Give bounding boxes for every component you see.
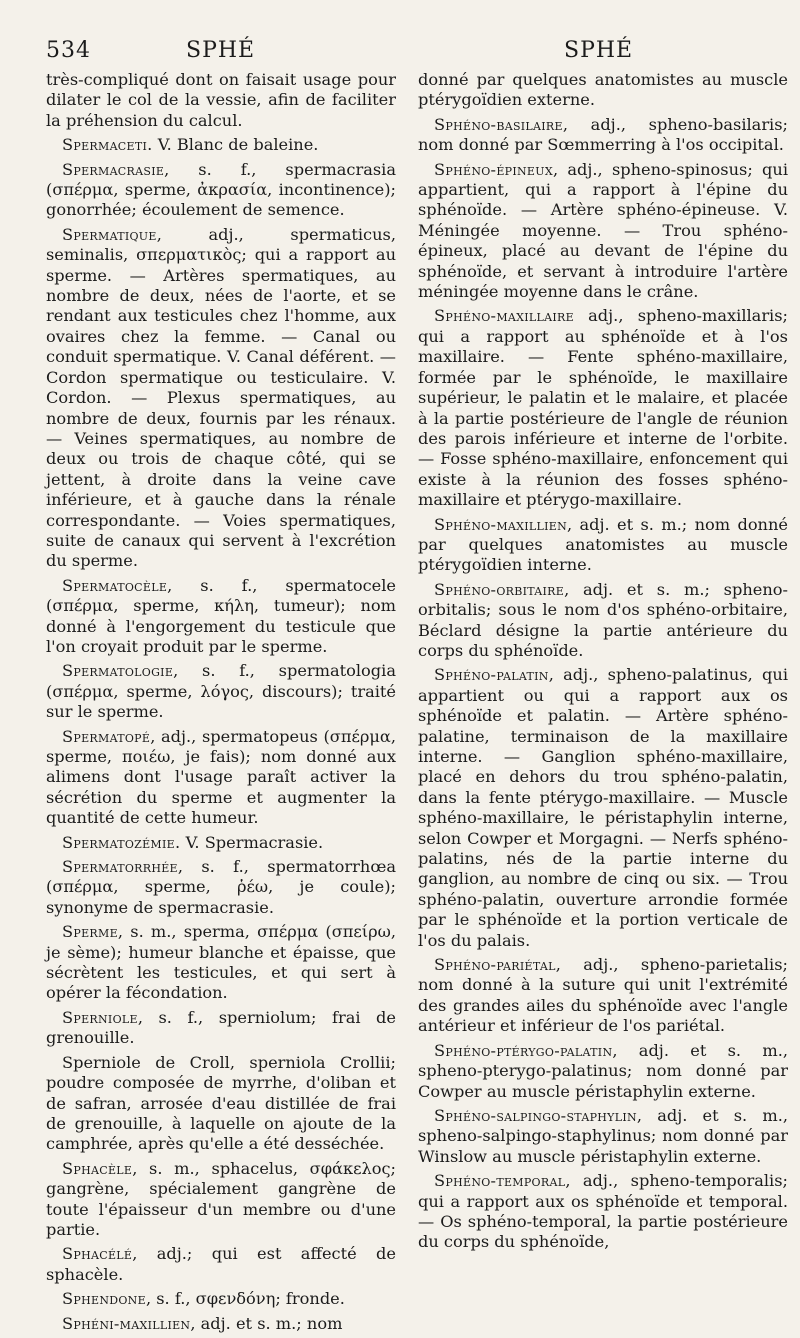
entry-text: , s. f., sperniolum; frai de grenouille. — [46, 1007, 396, 1048]
left-column — [46, 70, 396, 1338]
entry-text: , adj., spermaticus, seminalis, σπερματικὸς; qui a rapport au sperme. — Artères spermatiques, au nombre de deux, nées de l'aorte, et se rendant aux testicules chez l'homme, aux ovaires chez la femme. — Canal ou conduit spermatique. V. Canal déférent. — Cordon spermatique ou testiculaire. V. Cordon. — Plexus spermatiques, au nombre de deux, fournis par les rénaux. — Veines spermatiques, au nombre de deux ou trois de chaque côté, qui se jettent, à droite dans la veine cave inférieure, et à gauche dans la rénale correspondante. — Voies spermatiques, suite de canaux qui servent à l'excrétion du sperme. — [46, 224, 396, 571]
entry-headword: Sperme — [62, 922, 118, 942]
entry-headword: Sphéno-pariétal — [434, 955, 556, 975]
dictionary-entry — [46, 833, 396, 853]
dictionary-entry — [46, 857, 396, 918]
right-column — [418, 70, 788, 1257]
dictionary-entry — [46, 1053, 396, 1155]
dictionary-entry — [418, 955, 788, 1037]
entry-text: , adj. et s. m.; nom — [190, 1313, 343, 1333]
entry-text: , adj. et s. m.; nom donné par quelques anatomistes au muscle ptérygoïdien interne. — [418, 514, 788, 575]
entry-text: , s. f., spermacrasia (σπέρμα, sperme, ἀκρασία, incontinence); gonorrhée; écoulement de semence. — [46, 159, 396, 220]
entry-headword: Sphéno-salpingo-staphylin — [434, 1105, 637, 1125]
entry-text: , s. m., sphacelus, σφάκελος; gangrène, spécialement gangrène de toute l'épaisseur d'un membre ou d'une partie. — [46, 1158, 396, 1239]
entry-text: donné par quelques anatomistes au muscle ptérygoïdien externe. — [418, 70, 788, 110]
entry-headword: Sphéno-temporal — [434, 1171, 566, 1191]
entry-text: , adj., spheno-palatinus, qui appartient ou qui a rapport aux os sphénoïde et palatin. — Artère sphéno-palatine, terminaison de la maxillaire interne. — Ganglion sphéno-maxillaire, placé en dehors du trou sphéno-palatin, dans la fente ptérygo-maxillaire. — Muscle sphéno-maxillaire, le péristaphylin interne, selon Cowper et Morgagni. — Nerfs sphéno-palatins, nés de la partie interne du ganglion, au nombre de cinq ou six. — Trou sphéno-palatin, ouverture arrondie formée par le sphénoïde et la portion verticale de l'os du palais. — [418, 665, 788, 950]
entry-text: , s. f., spermatologia (σπέρμα, sperme, λόγος, discours); traité sur le sperme. — [46, 661, 396, 722]
dictionary-entry — [46, 225, 396, 572]
entry-headword: Spermatologie — [62, 661, 174, 681]
entry-text: , adj., spheno-parietalis; nom donné à la suture qui unit l'extrémité des grandes ailes du sphénoïde avec l'angle antérieur et inférieur de l'os pariétal. — [418, 955, 788, 1036]
dictionary-entry — [46, 135, 396, 155]
dictionary-entry — [46, 661, 396, 722]
dictionary-entry — [418, 306, 788, 510]
entry-headword: Sphéno-basilaire — [434, 114, 563, 134]
dictionary-entry — [46, 576, 396, 658]
entry-headword: Sphéno-épineux — [434, 159, 553, 179]
entry-headword: Spermaceti. — [62, 135, 153, 155]
dictionary-entry — [46, 1289, 396, 1309]
entry-text: , adj. et s. m., spheno-salpingo-staphylinus; nom donné par Winslow au muscle péristaphylin externe. — [418, 1105, 788, 1166]
entry-text: , adj., spheno-basilaris; nom donné par Sœmmerring à l'os occipital. — [418, 114, 788, 155]
dictionary-entry — [418, 1041, 788, 1102]
entry-text: très-compliqué dont on faisait usage pour dilater le col de la vessie, afin de faciliter la préhension du calcul. — [46, 70, 396, 130]
entry-text: , adj. et s. m.; spheno-orbitalis; sous le nom d'os sphéno-orbitaire, Béclard désigne la partie antérieure du corps du sphénoïde. — [418, 579, 788, 660]
entry-text: , adj.; qui est affecté de sphacèle. — [46, 1244, 396, 1284]
dictionary-entry — [46, 1314, 396, 1334]
dictionary-entry — [46, 727, 396, 829]
dictionary-entry — [46, 160, 396, 221]
entry-headword: Spermatopé — [62, 726, 151, 746]
dictionary-entry — [46, 1159, 396, 1241]
page-number: 534 — [46, 38, 91, 63]
entry-text: , s. f., σφενδόνη; fronde. — [145, 1289, 345, 1309]
dictionary-entry — [46, 922, 396, 1004]
entry-headword: Spermatorrhée — [62, 857, 178, 877]
entry-headword: Spermatozémie. — [62, 832, 181, 852]
entry-headword: Sphéno-ptérygo-palatin — [434, 1040, 613, 1060]
entry-text: , s. m., sperma, σπέρμα (σπείρω, je sème); humeur blanche et épaisse, que sécrètent les testicules, et qui sert à opérer la fécondation. — [46, 922, 396, 1003]
entry-text: , s. f., spermatocele (σπέρμα, sperme, κήλη, tumeur); nom donné à l'engorgement du testicule que l'on croyait produit par le sperme. — [46, 575, 396, 656]
dictionary-entry — [418, 580, 788, 662]
entry-headword: Sphéno-orbitaire — [434, 579, 565, 599]
dictionary-entry — [46, 1008, 396, 1049]
entry-text: V. Blanc de baleine. — [152, 135, 319, 155]
entry-headword: Spermatique — [62, 224, 157, 244]
entry-text: adj., spheno-maxillaris; qui a rapport au sphénoïde et à l'os maxillaire. — Fente sphéno-maxillaire, formée par le sphénoïde, le maxillaire supérieur, le palatin et le malaire, et placée à la partie postérieure de l'angle de réunion des parois inférieure et interne de l'orbite. — Fosse sphéno-maxillaire, enfoncement qui existe à la réunion des fosses sphéno-maxillaire et ptérygo-maxillaire. — [418, 306, 788, 510]
entry-text: , adj., spheno-spinosus; qui appartient, qui a rapport à l'épine du sphénoïde. — Artère sphéno-épineuse. V. Méningée moyenne. — Trou sphéno-épineux, placé au devant de l'épine du sphénoïde, et servant à introduire l'artère méningée moyenne dans le crâne. — [418, 159, 788, 302]
dictionary-entry — [418, 70, 788, 111]
page-header — [46, 38, 786, 68]
dictionary-entry — [418, 1106, 788, 1167]
dictionary-entry — [418, 1171, 788, 1253]
dictionary-entry — [418, 115, 788, 156]
entry-headword: Sphendone — [62, 1289, 146, 1309]
entry-text: , s. f., spermatorrhœa (σπέρμα, sperme, ῥέω, je coule); synonyme de spermacrasie. — [46, 857, 396, 917]
entry-text: V. Spermacrasie. — [180, 832, 324, 852]
dictionary-entry — [46, 70, 396, 131]
entry-headword: Spermatocèle — [62, 575, 168, 595]
entry-headword: Sphéno-maxillaire — [434, 306, 574, 326]
dictionary-entry — [418, 515, 788, 576]
entry-headword: Spermacrasie — [62, 159, 165, 179]
dictionary-entry — [418, 160, 788, 303]
running-head-right: SPHÉ — [564, 38, 634, 63]
entry-headword: Sphéno-maxillien — [434, 514, 568, 534]
entry-headword: Sphacèle — [62, 1158, 133, 1178]
entry-text: Sperniole de Croll, sperniola Crollii; poudre composée de myrrhe, d'oliban et de safran, arrosée d'eau distillée de frai de grenouille, à laquelle on ajoute de la camphrée, après qu'elle a été desséchée. — [46, 1052, 396, 1154]
entry-text: , adj., spheno-temporalis; qui a rapport aux os sphénoïde et temporal. — Os sphéno-temporal, la partie postérieure du corps du sphénoïde, — [418, 1171, 788, 1252]
entry-text: , adj., spermatopeus (σπέρμα, sperme, ποιέω, je fais); nom donné aux alimens dont l'usage paraît activer la sécrétion du sperme et augmenter la quantité de cette humeur. — [46, 726, 396, 828]
entry-headword: Sphéno-palatin — [434, 665, 549, 685]
entry-text: , adj. et s. m., spheno-pterygo-palatinus; nom donné par Cowper au muscle péristaphylin externe. — [418, 1040, 788, 1101]
dictionary-entry — [418, 665, 788, 951]
dictionary-entry — [46, 1244, 396, 1285]
entry-headword: Sphacélé — [62, 1244, 133, 1264]
entry-headword: Sperniole — [62, 1007, 138, 1027]
entry-headword: Sphéni-maxillien — [62, 1313, 191, 1333]
running-head-left: SPHÉ — [186, 38, 256, 63]
